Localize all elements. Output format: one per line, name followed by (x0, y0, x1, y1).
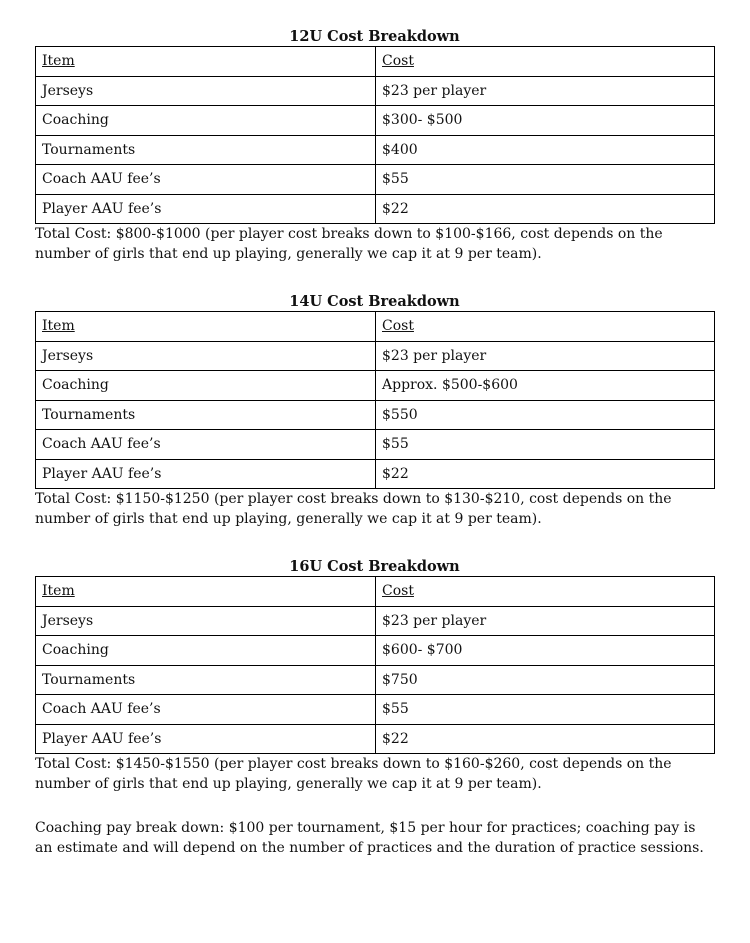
item-cell: Coaching (36, 106, 376, 136)
table-row (36, 194, 715, 224)
header-cost: Cost (376, 577, 715, 607)
cost-cell: $55 (376, 165, 715, 195)
total-cost-14u: Total Cost: $1150-$1250 (per player cost breaks down to $130-$210, cost depends on the number of girls that end up playing, generally we cap it at 9 per team). (35, 491, 672, 527)
item-cell: Tournaments (36, 400, 376, 430)
cost-cell: $22 (376, 459, 715, 489)
cost-cell: $22 (376, 724, 715, 754)
cost-cell: $22 (376, 194, 715, 224)
cost-cell: $55 (376, 430, 715, 460)
cost-cell: $750 (376, 665, 715, 695)
cost-cell: $300- $500 (376, 106, 715, 136)
item-cell: Jerseys (36, 606, 376, 636)
cost-cell: $550 (376, 400, 715, 430)
item-cell: Tournaments (36, 665, 376, 695)
table-row (36, 695, 715, 725)
section-title-12u: 12U Cost Breakdown (289, 28, 460, 45)
table-row (36, 606, 715, 636)
table-header-row (36, 577, 715, 607)
cost-cell: $23 per player (376, 606, 715, 636)
item-cell: Jerseys (36, 341, 376, 371)
total-cost-12u: Total Cost: $800-$1000 (per player cost breaks down to $100-$166, cost depends on the number of girls that end up playing, generally we cap it at 9 per team). (35, 226, 663, 262)
item-cell: Coaching (36, 371, 376, 401)
table-header-row (36, 47, 715, 77)
table-row (36, 371, 715, 401)
cost-cell: $23 per player (376, 341, 715, 371)
table-row (36, 665, 715, 695)
cost-cell: $600- $700 (376, 636, 715, 666)
header-cost: Cost (376, 47, 715, 77)
cost-table-16u (35, 576, 715, 754)
cost-cell: $23 per player (376, 76, 715, 106)
item-cell: Player AAU fee’s (36, 194, 376, 224)
table-row (36, 459, 715, 489)
header-cost: Cost (376, 312, 715, 342)
header-item: Item (36, 312, 376, 342)
section-16u (35, 554, 714, 794)
section-12u (35, 24, 714, 264)
table-row (36, 76, 715, 106)
item-cell: Player AAU fee’s (36, 724, 376, 754)
table-row (36, 135, 715, 165)
item-cell: Coach AAU fee’s (36, 695, 376, 725)
header-item: Item (36, 577, 376, 607)
item-cell: Tournaments (36, 135, 376, 165)
table-row (36, 106, 715, 136)
coaching-pay-note: Coaching pay break down: $100 per tournament, $15 per hour for practices; coaching pay is an estimate and will depend on the number of practices and the duration of practice sessions. (35, 820, 704, 856)
item-cell: Player AAU fee’s (36, 459, 376, 489)
cost-table-14u (35, 311, 715, 489)
item-cell: Coaching (36, 636, 376, 666)
table-row (36, 430, 715, 460)
cost-cell: $55 (376, 695, 715, 725)
item-cell: Coach AAU fee’s (36, 165, 376, 195)
section-title-14u: 14U Cost Breakdown (289, 293, 460, 310)
table-row (36, 400, 715, 430)
header-item: Item (36, 47, 376, 77)
cost-cell: Approx. $500-$600 (376, 371, 715, 401)
item-cell: Jerseys (36, 76, 376, 106)
table-row (36, 724, 715, 754)
table-row (36, 165, 715, 195)
cost-cell: $400 (376, 135, 715, 165)
section-title-16u: 16U Cost Breakdown (289, 558, 460, 575)
cost-table-12u (35, 46, 715, 224)
section-14u (35, 289, 714, 529)
table-row (36, 341, 715, 371)
table-header-row (36, 312, 715, 342)
table-row (36, 636, 715, 666)
item-cell: Coach AAU fee’s (36, 430, 376, 460)
total-cost-16u: Total Cost: $1450-$1550 (per player cost breaks down to $160-$260, cost depends on the number of girls that end up playing, generally we cap it at 9 per team). (35, 756, 672, 792)
